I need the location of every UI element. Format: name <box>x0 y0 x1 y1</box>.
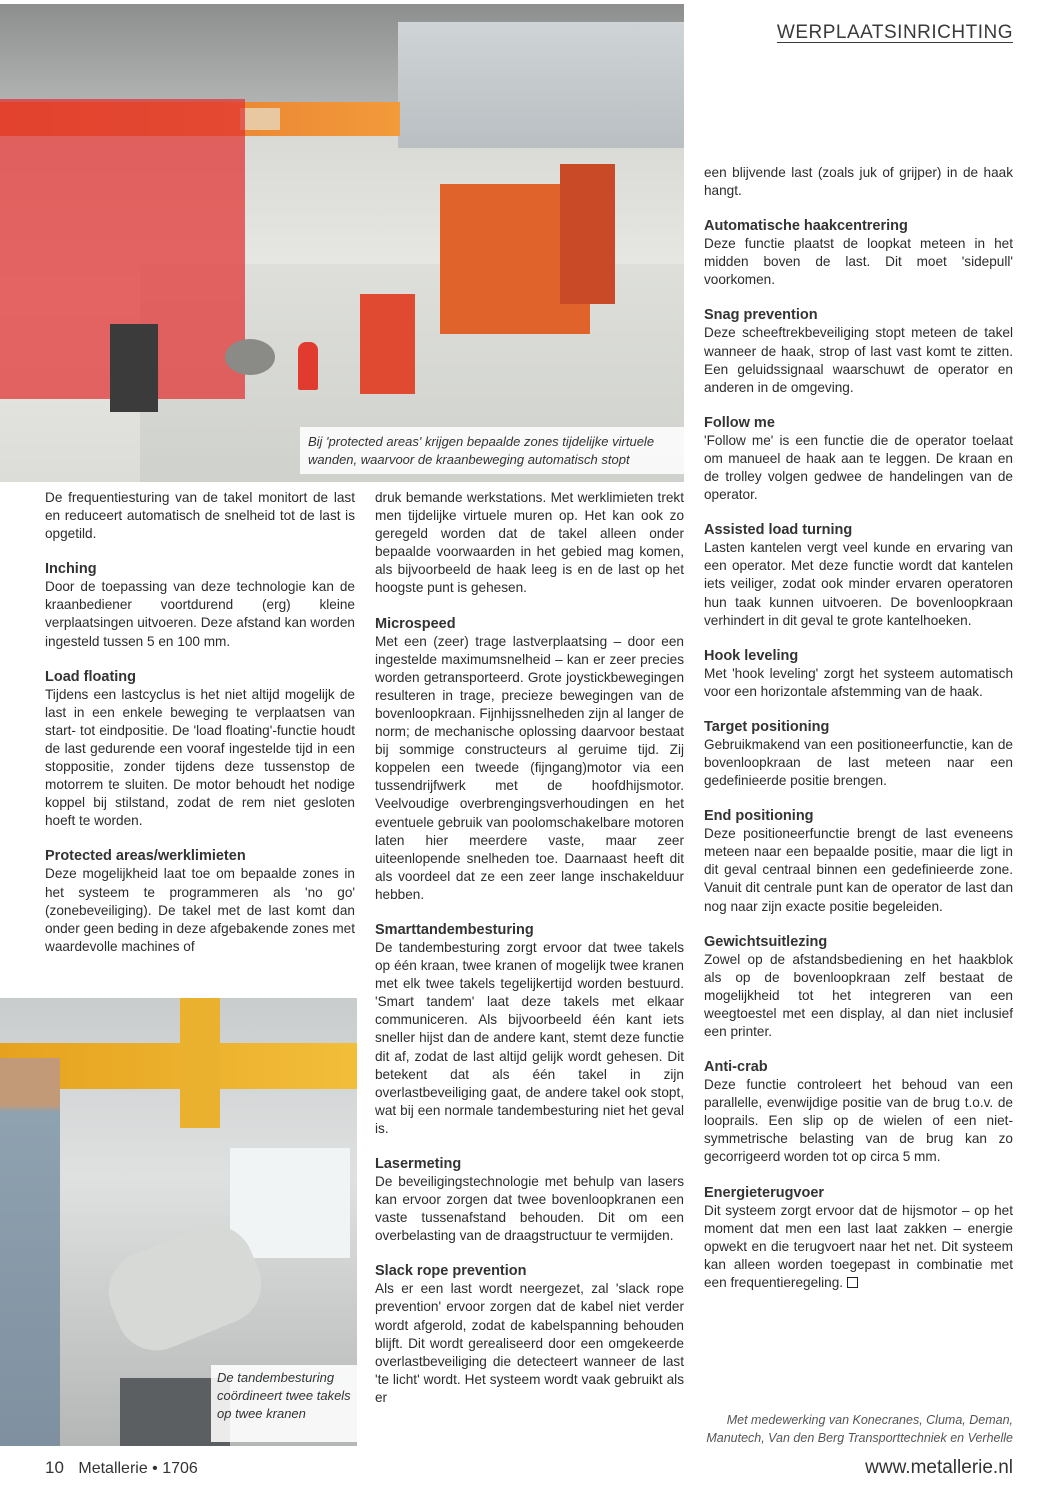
website-link[interactable]: www.metallerie.nl <box>865 1457 1013 1478</box>
paragraph: De tandembesturing zorgt ervoor dat twee takels op één kraan, twee kranen of mogelijk twee kranen met elk twee takels tegelijkertijd worden bestuurd. 'Smart tandem' laat deze takels met elkaar communiceren. Als bijvoorbeeld één kant iets sneller hijst dan de andere kant, stemt deze functie dit af, zodat de last altijd gelijk wordt gehesen. Dit betekent dat als één takel in zijn overlastbeveiliging gaat, de andere takel ook stopt, wat bij een normale tandembesturing niet het geval is. <box>375 939 684 1136</box>
paragraph: Door de toepassing van deze technologie kan de kraanbediener voortdurend (erg) kleine verplaatsingen uitvoeren. Deze afstand kan worden ingesteld tussen 5 en 100 mm. <box>45 579 355 649</box>
top-photo-caption: Bij 'protected areas' krijgen bepaalde zones tijdelijke virtuele wanden, waarvoor de kraanbeweging automatisch stopt <box>300 427 684 474</box>
paragraph: De frequentiesturing van de takel monitort de last en reduceert automatisch de snelheid tot de last is opgetild. <box>45 490 355 542</box>
section-heading: Protected areas/werklimieten <box>45 848 246 865</box>
section-heading: Assisted load turning <box>704 522 853 539</box>
section-heading: Energieterugvoer <box>704 1184 825 1201</box>
section-heading: Lasermeting <box>375 1156 462 1172</box>
section-heading: Snag prevention <box>704 307 818 324</box>
paragraph: Met 'hook leveling' zorgt het systeem automatisch voor een horizontale afstemming van de haak. <box>704 665 1013 699</box>
end-mark-icon <box>847 1277 858 1288</box>
publication-name: Metallerie • 1706 <box>78 1460 198 1477</box>
paragraph: Deze scheeftrekbeveiliging stopt meteen de takel wanneer de haak, strop of last vast komt te zitten. Een geluidssignaal waarschuwt de operator en anderen in de omgeving. <box>704 325 1013 395</box>
paragraph: Deze functie controleert het behoud van een parallelle, evenwijdige positie van de brug t.o.v. de looprails. Een slip op de wielen of een niet-symmetrische belasting van de brug kan zo gecorrigeerd worden tot op circa 5 mm. <box>704 1077 1013 1165</box>
paragraph: Deze functie plaatst de loopkat meteen in het midden boven de last. Dit moet 'sidepull' voorkomen. <box>704 236 1013 288</box>
footer-left <box>45 1458 198 1478</box>
section-heading: Slack rope prevention <box>375 1263 527 1280</box>
section-heading: Smarttandembesturing <box>375 921 534 938</box>
paragraph: druk bemande werkstations. Met werklimieten trekt men tijdelijke virtuele muren op. Het kan ook zo geregeld worden dat de takel alleen onder bepaalde voorwaarden in het gebied mag komen, als bijvoorbeeld de haak leeg is en de last op het hoogste punt is gehesen. <box>375 490 684 596</box>
section-label: WERPLAATSINRICHTING <box>776 22 1013 43</box>
section-heading: Hook leveling <box>704 647 799 664</box>
section-heading: Automatische haakcentrering <box>704 218 908 235</box>
section-heading: Load floating <box>45 668 137 685</box>
paragraph: Tijdens een lastcyclus is het niet altijd mogelijk de last in een enkele beweging te verplaatsen van start- tot eindpositie. De 'load floating'-functie houdt de last gedurende een vooraf ingestelde tijd in een stoppositie, zonder tijdens deze tussenstop de motorrem te sluiten. De motor behoudt het nodige koppel bij stilstand, zodat de rem niet gesloten hoeft te worden. <box>45 686 355 829</box>
paragraph: Lasten kantelen vergt veel kunde en ervaring van een operator. Met deze functie wordt dat kantelen iets veiliger, zodat ook minder ervaren operatoren hun taak kunnen uitvoeren. De bovenloopkraan verhindert in dit geval te grote kantelhoeken. <box>704 540 1013 628</box>
section-heading: End positioning <box>704 808 814 825</box>
paragraph: Als er een last wordt neergezet, zal 'slack rope prevention' ervoor zorgen dat de kabel niet verder wordt afgerold, zodat de kabelspanning behouden blijft. Dit wordt gerealiseerd door een omgekeerde overlastbeveiliging die detecteert wanneer de last 'te licht' wordt. Het systeem wordt vaak gebruikt als er <box>375 1281 684 1405</box>
section-heading: Microspeed <box>375 615 456 632</box>
paragraph: De beveiligingstechnologie met behulp van lasers kan ervoor zorgen dat twee bovenloopkranen een vaste tussenafstand behouden. Dit om een overbelasting van de draagstructuur te vermijden. <box>375 1174 684 1244</box>
paragraph-text: Dit systeem zorgt ervoor dat de hijsmotor – op het moment dat men een last laat zakken – energie opwekt en die terugvoert naar het net. Dit systeem kan alleen worden toegepast in combinatie met een frequentieregeling. <box>704 1202 1013 1290</box>
section-heading: Follow me <box>704 414 775 431</box>
paragraph: een blijvende last (zoals juk of grijper) in de haak hangt. <box>704 165 1013 199</box>
credits: Met medewerking van Konecranes, Cluma, Deman, Manutech, Van den Berg Transporttechniek en Verhelle <box>706 1413 1013 1445</box>
section-heading: Target positioning <box>704 718 830 735</box>
section-heading: Inching <box>45 561 97 578</box>
paragraph: Gebruikmakend van een positioneerfunctie, kan de bovenloopkraan de last meteen naar een gedefinieerde positie brengen. <box>704 736 1013 789</box>
paragraph: Zowel op de afstandsbediening en het haakblok als op de bovenloopkraan zelf bestaat de mogelijkheid tot het integreren van een weegtoestel met een display, al dan niet inclusief een printer. <box>704 951 1013 1039</box>
text-column-3 <box>704 164 1013 1292</box>
text-column-1 <box>45 489 355 956</box>
section-heading: Anti-crab <box>704 1059 768 1076</box>
paragraph: Deze positioneerfunctie brengt de last eveneens meteen naar een bepaalde positie, maar die ligt in dit geval centraal binnen een gedefinieerde zone. Vanuit dit centrale punt kan de operator de last dan nog naar zijn exacte positie begeleiden. <box>704 826 1013 914</box>
paragraph: 'Follow me' is een functie die de operator toelaat om manueel de haak aan te leggen. De kraan en de trolley volgen gedwee de handelingen van de operator. <box>704 432 1013 503</box>
paragraph: Met een (zeer) trage lastverplaatsing – door een ingestelde maximumsnelheid – kan er zeer precies worden getransporteerd. Grote joystickbewegingen resulteren in trage, precieze bewegingen van de bovenloopkraan. Fijnhijssnelheden zijn al langer de norm; de mechanische oplossing daarvoor bestaat bij sommige constructeurs al geruime tijd. Zij koppelen een tweede (fijngang)motor via een tussendrijfwerk met de hoofdhijsmotor. Veelvoudige overbrengingsverhoudingen en het eventuele gebruik van poolomschakelbare motoren laten hier meerdere vaste, maar zeer uiteenlopende snelheden toe. Daarnaast heeft dit als voordeel dat ze een zeer lange inschakelduur hebben. <box>375 633 684 902</box>
section-heading: Gewichtsuitlezing <box>704 933 828 950</box>
page-number: 10 <box>45 1458 64 1477</box>
paragraph <box>704 1202 1013 1292</box>
factory-hall-photo <box>0 4 684 482</box>
text-column-2 <box>375 489 684 1407</box>
paragraph: Deze mogelijkheid laat toe om bepaalde zones in het systeem te programmeren als 'no go' (zonebeveiliging). De takel met de last komt dan onder geen beding in deze afgebakende zones met waardevolle machines of <box>45 866 355 954</box>
bottom-photo-caption: De tandembesturing coördineert twee takels op twee kranen <box>211 1365 357 1442</box>
